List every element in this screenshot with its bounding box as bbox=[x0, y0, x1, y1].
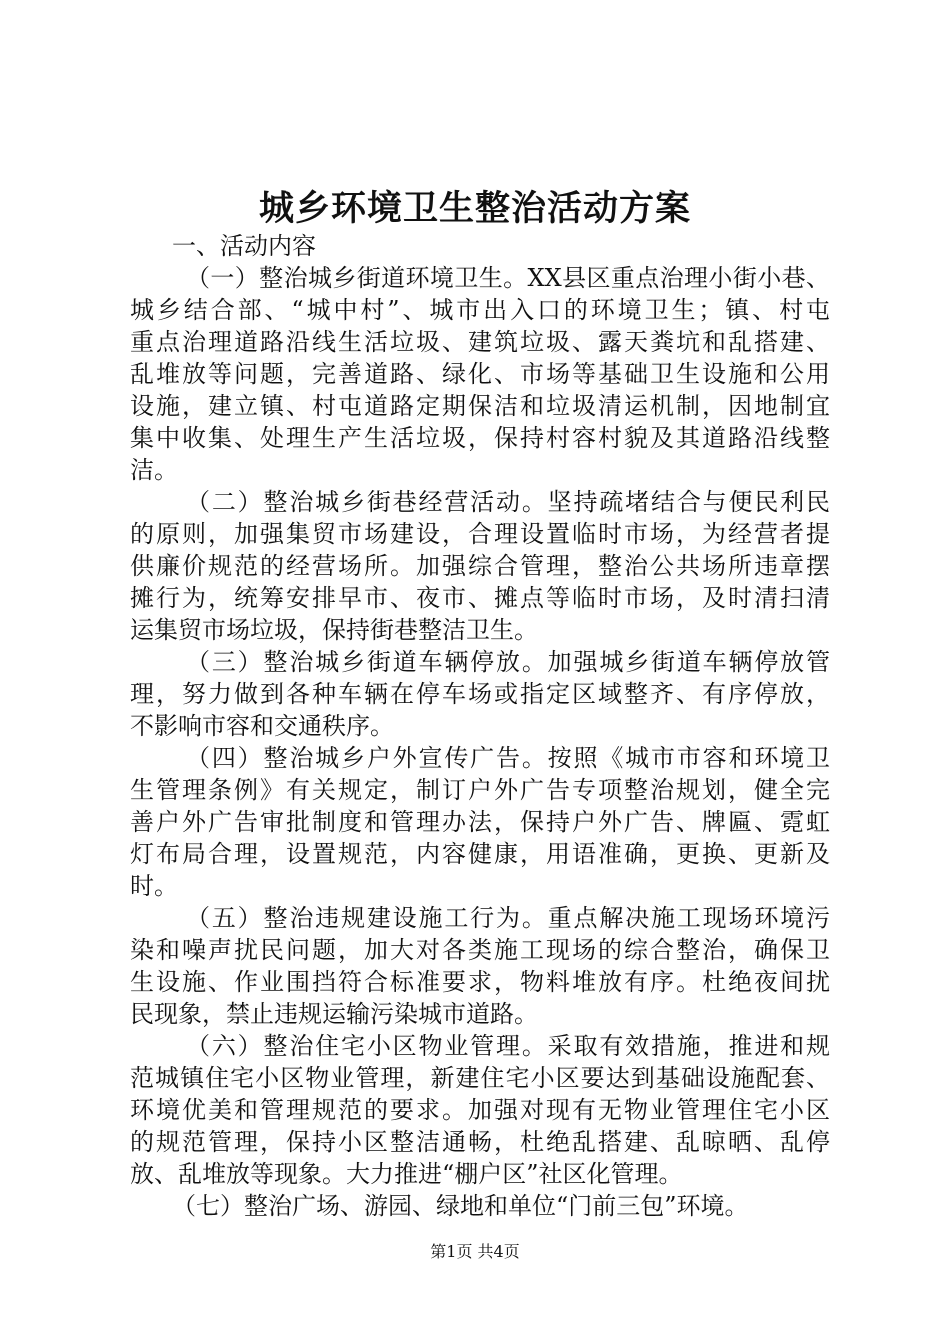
body-line: 集中收集、处理生产生活垃圾，保持村容村貌及其道路沿线整 bbox=[130, 424, 830, 452]
body-line: （三）整治城乡街道车辆停放。加强城乡街道车辆停放管 bbox=[186, 648, 830, 676]
body-line: 生管理条例》有关规定，制订户外广告专项整治规划，健全完 bbox=[130, 776, 830, 804]
body-line: 设施，建立镇、村屯道路定期保洁和垃圾清运机制，因地制宜 bbox=[130, 392, 830, 420]
body-line: （四）整治城乡户外宣传广告。按照《城市市容和环境卫 bbox=[186, 744, 830, 772]
page-footer: 第1页 共4页 bbox=[430, 1242, 520, 1261]
document-title: 城乡环境卫生整治活动方案 bbox=[258, 188, 691, 229]
body-line: 城乡结合部、“城中村”、城市出入口的环境卫生；镇、村屯 bbox=[130, 296, 830, 324]
document-body bbox=[130, 230, 830, 1222]
body-line: 洁。 bbox=[130, 456, 178, 484]
body-line: 重点治理道路沿线生活垃圾、建筑垃圾、露天粪坑和乱搭建、 bbox=[130, 328, 830, 356]
body-line: 运集贸市场垃圾，保持街巷整洁卫生。 bbox=[130, 616, 538, 644]
body-line: 染和噪声扰民问题，加大对各类施工现场的综合整治，确保卫 bbox=[130, 936, 830, 964]
body-line: 不影响市容和交通秩序。 bbox=[130, 712, 394, 740]
body-line: 供廉价规范的经营场所。加强综合管理，整治公共场所违章摆 bbox=[130, 552, 830, 580]
body-line: 的规范管理，保持小区整洁通畅，杜绝乱搭建、乱晾晒、乱停 bbox=[130, 1128, 830, 1156]
body-line: （二）整治城乡街巷经营活动。坚持疏堵结合与便民利民 bbox=[186, 488, 830, 516]
body-line: 乱堆放等问题，完善道路、绿化、市场等基础卫生设施和公用 bbox=[130, 360, 830, 388]
body-line: （七）整治广场、游园、绿地和单位“门前三包”环境。 bbox=[172, 1192, 749, 1220]
body-line: （一）整治城乡街道环境卫生。XX县区重点治理小街小巷、 bbox=[186, 264, 830, 292]
body-line: 灯布局合理，设置规范，内容健康，用语准确，更换、更新及 bbox=[130, 840, 830, 868]
body-line: 生设施、作业围挡符合标准要求，物料堆放有序。杜绝夜间扰 bbox=[130, 968, 830, 996]
body-line: 放、乱堆放等现象。大力推进“棚户区”社区化管理。 bbox=[130, 1160, 683, 1188]
body-line: 民现象，禁止违规运输污染城市道路。 bbox=[130, 1000, 538, 1028]
body-line: 一、活动内容 bbox=[172, 232, 316, 260]
body-line: 摊行为，统筹安排早市、夜市、摊点等临时市场，及时清扫清 bbox=[130, 584, 830, 612]
body-line: 时。 bbox=[130, 872, 178, 900]
body-line: 善户外广告审批制度和管理办法，保持户外广告、牌匾、霓虹 bbox=[130, 808, 830, 836]
body-line: 的原则，加强集贸市场建设，合理设置临时市场，为经营者提 bbox=[130, 520, 830, 548]
body-line: （五）整治违规建设施工行为。重点解决施工现场环境污 bbox=[186, 904, 830, 932]
body-line: （六）整治住宅小区物业管理。采取有效措施，推进和规 bbox=[186, 1032, 830, 1060]
body-line: 环境优美和管理规范的要求。加强对现有无物业管理住宅小区 bbox=[130, 1096, 830, 1124]
body-line: 理，努力做到各种车辆在停车场或指定区域整齐、有序停放， bbox=[130, 680, 830, 708]
body-line: 范城镇住宅小区物业管理，新建住宅小区要达到基础设施配套、 bbox=[130, 1064, 830, 1092]
